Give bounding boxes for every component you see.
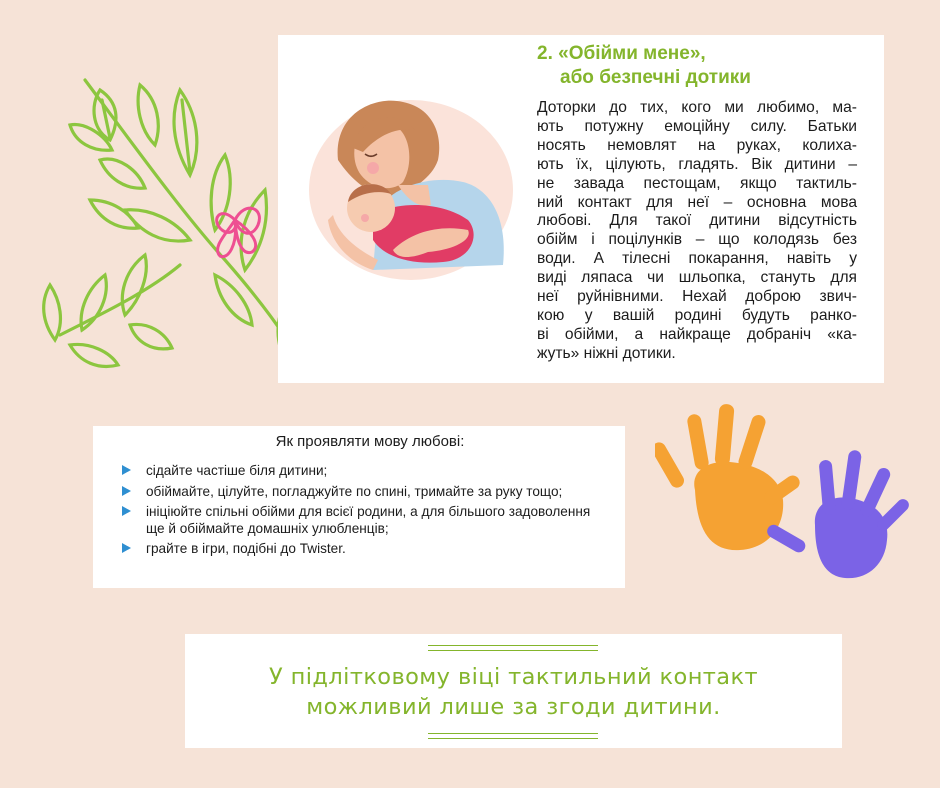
mother-baby-illustration (303, 90, 518, 285)
title-line-2: або безпечні дотики (560, 67, 751, 88)
note-top-rule (428, 650, 598, 652)
body-line: кою у вашій родині будуть ранко- (537, 306, 857, 324)
plant-branch-illustration (30, 60, 320, 390)
note-text (185, 662, 842, 722)
body-line: ві обійми, а найкраще добраніч «ка- (537, 325, 857, 343)
body-line: води. А тілесні покарання, навіть у (537, 250, 857, 268)
note-bottom-rule (428, 733, 598, 735)
section-body (537, 99, 857, 364)
body-line: любові. Для такої дитини відсутність (537, 212, 857, 230)
tips-list (122, 463, 612, 562)
bullet-arrow-icon (122, 506, 131, 516)
title-line-1: 2. «Обійми мене», (537, 43, 706, 64)
note-line-2: можливий лише за згоди дитини. (306, 694, 721, 720)
list-item-text: ініціюйте спільні обійми для всієї родини, а для більшого задоволення ще й обіймайте домашніх улюбленців; (146, 504, 591, 536)
body-line: ний контакт для неї – основна мова (537, 193, 857, 211)
body-line: виді ляпаса чи шльопка, стануть для (537, 269, 857, 287)
tips-heading: Як проявляти мову любові: (275, 433, 465, 450)
list-item (122, 541, 612, 558)
handprints-illustration (655, 400, 915, 590)
body-line: обійм і поцілунків – що колодязь без (537, 231, 857, 249)
note-line-1: У підлітковому віці тактильний контакт (269, 664, 758, 690)
note-bottom-rule (428, 738, 598, 740)
body-line: ють їх, цілують, гладять. Вік дитини – (537, 155, 857, 173)
list-item-text: сідайте частіше біля дитини; (146, 463, 328, 478)
list-item (122, 463, 612, 480)
list-item-text: обіймайте, цілуйте, погладжуйте по спині, тримайте за руку тощо; (146, 483, 563, 499)
body-line: жуть» ніжні дотики. (537, 344, 676, 362)
body-line: носять немовлят на руках, колиха- (537, 136, 857, 154)
body-line: Доторки до тих, кого ми любимо, ма- (537, 99, 857, 116)
body-line: ють потужну емоційну силу. Батьки (537, 117, 857, 135)
body-line: неї руйнівними. Нехай доброю звич- (537, 288, 857, 306)
note-top-rule (428, 645, 598, 647)
bullet-arrow-icon (122, 465, 131, 475)
list-item-text: грайте в ігри, подібні до Twister. (146, 541, 346, 556)
list-item (122, 504, 612, 537)
body-line: не завада пестощам, якщо тактиль- (537, 174, 857, 192)
section-title (537, 42, 837, 90)
list-item (122, 484, 612, 501)
bullet-arrow-icon (122, 486, 131, 496)
bullet-arrow-icon (122, 543, 131, 553)
